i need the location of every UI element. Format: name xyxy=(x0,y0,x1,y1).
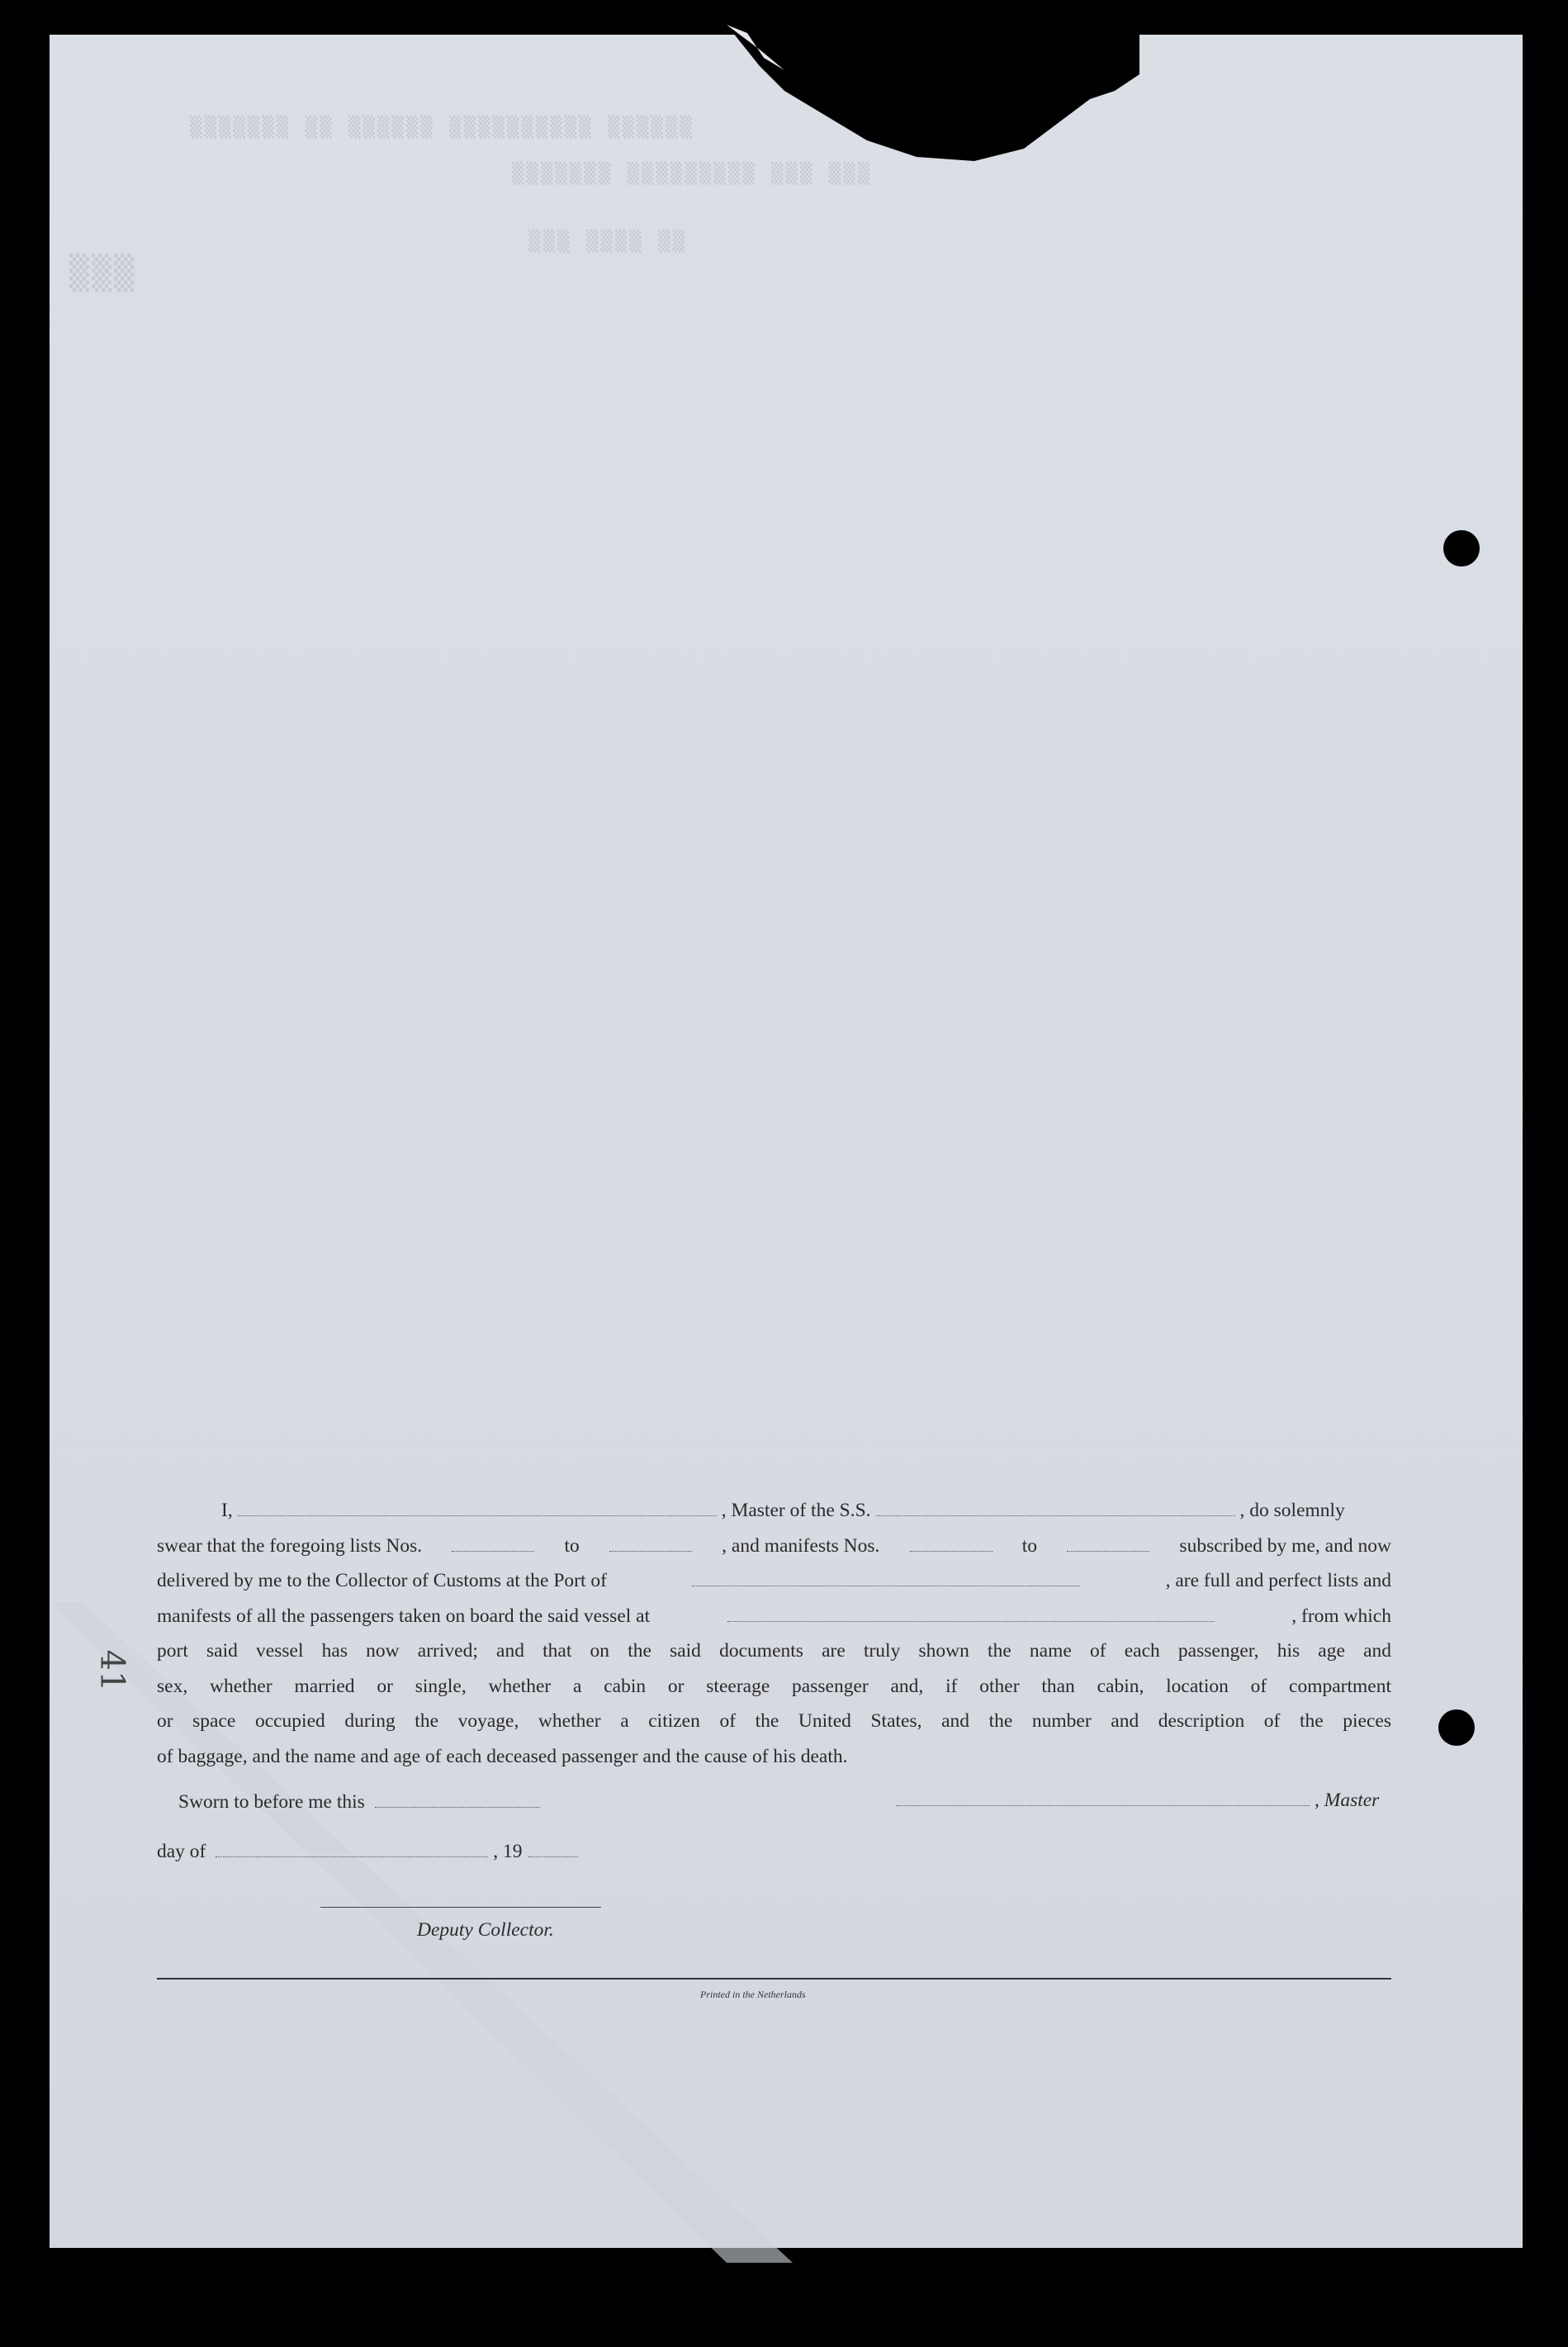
oath-text-line: port said vessel has now arrived; and that on the said documents are truly shown the name of each passenger, his age and xyxy=(157,1640,1391,1662)
footer-rule xyxy=(157,1978,1391,1980)
deputy-signature-line[interactable] xyxy=(320,1891,601,1913)
oath-line-2: swear that the foregoing lists Nos. to , and manifests Nos. to subscribed by me, and now xyxy=(157,1529,1391,1564)
year-field[interactable] xyxy=(528,1838,578,1857)
bleed-through-mark: ▒▒▒▒▒▒▒ ▒▒▒▒▒▒▒▒▒ ▒▒▒ ▒▒▒ xyxy=(512,162,873,185)
manifest-no-from-field[interactable] xyxy=(910,1533,992,1552)
oath-text-line: or space occupied during the voyage, whether a citizen of the United States, and the number and description of the pieces xyxy=(157,1710,1391,1732)
sworn-row: Sworn to before me this xyxy=(178,1789,545,1814)
oath-line-3: delivered by me to the Collector of Customs at the Port of , are full and perfect lists and xyxy=(157,1563,1391,1599)
oath-text-line: sex, whether married or single, whether a cabin or steerage passenger and, if other than cabin, location of compartment xyxy=(157,1675,1391,1697)
oath-text-line: of baggage, and the name and age of each deceased passenger and the cause of his death. xyxy=(157,1745,848,1767)
sworn-day-field[interactable] xyxy=(375,1789,540,1808)
deputy-collector-label: Deputy Collector. xyxy=(417,1919,554,1941)
torn-corner xyxy=(727,25,1139,173)
bleed-through-mark: ▒▒▒▒▒▒▒ ▒▒ ▒▒▒▒▒▒ ▒▒▒▒▒▒▒▒▒▒ ▒▒▒▒▒▒ xyxy=(190,116,694,139)
oath-line-1: I, , Master of the S.S. , do solemnly xyxy=(157,1493,1391,1529)
master-signature-row: , Master xyxy=(892,1787,1379,1812)
master-signature-field[interactable] xyxy=(897,1787,1310,1806)
month-field[interactable] xyxy=(216,1838,488,1857)
oath-paragraph xyxy=(157,1493,1391,1774)
handwritten-margin-note: 41 xyxy=(92,1649,131,1692)
manifest-no-to-field[interactable] xyxy=(1067,1533,1149,1552)
bleed-through-mark: ▒▒▒ ▒▒▒▒ ▒▒ xyxy=(528,230,687,253)
oath-line-4: manifests of all the passengers taken on board the said vessel at , from which xyxy=(157,1599,1391,1634)
port-field[interactable] xyxy=(692,1567,1080,1586)
bleed-through-mark: ▒▒▒ xyxy=(69,254,137,292)
master-name-field[interactable] xyxy=(238,1497,717,1516)
list-no-to-field[interactable] xyxy=(609,1533,692,1552)
day-row: day of , 19 xyxy=(157,1838,583,1863)
vessel-name-field[interactable] xyxy=(876,1497,1235,1516)
punch-hole xyxy=(1438,1709,1475,1746)
punch-hole xyxy=(1443,530,1480,567)
list-no-from-field[interactable] xyxy=(452,1533,534,1552)
printer-imprint: Printed in the Netherlands xyxy=(700,1989,806,2000)
boarding-port-field[interactable] xyxy=(727,1603,1215,1622)
